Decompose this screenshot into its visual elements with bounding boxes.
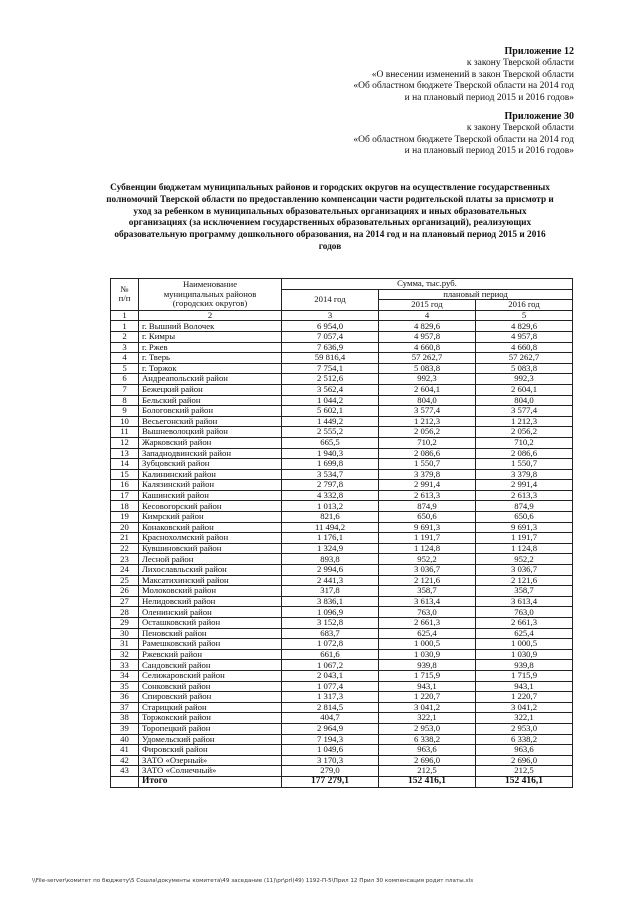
district-name: Торопецкий район: [139, 723, 282, 734]
value-2016: 1 220,7: [476, 692, 573, 703]
value-2015: 322,1: [379, 713, 476, 724]
table-row: [111, 639, 573, 650]
appendix-12-heading: Приложение 12: [504, 46, 574, 57]
row-number: 25: [111, 575, 139, 586]
value-2014: 1 096,9: [282, 607, 379, 618]
value-2016: 804,0: [476, 395, 573, 406]
value-2015: 1 000,5: [379, 639, 476, 650]
row-number: 3: [111, 342, 139, 353]
row-number: 14: [111, 459, 139, 470]
value-2014: 6 954,0: [282, 321, 379, 332]
table-row: [111, 406, 573, 417]
value-2015: 1 030,9: [379, 649, 476, 660]
row-number: 41: [111, 745, 139, 756]
value-2014: 3 152,8: [282, 618, 379, 629]
table-row: [111, 554, 573, 565]
value-2015: 4 660,8: [379, 342, 476, 353]
table-row: [111, 702, 573, 713]
value-2016: 3 613,4: [476, 596, 573, 607]
value-2015: 4 829,6: [379, 321, 476, 332]
value-2016: 1 191,7: [476, 533, 573, 544]
total-2015: 152 416,1: [379, 776, 476, 787]
value-2015: 939,8: [379, 660, 476, 671]
value-2015: 874,9: [379, 501, 476, 512]
row-number: 22: [111, 543, 139, 554]
row-number: 19: [111, 512, 139, 523]
district-name: Удомельский район: [139, 734, 282, 745]
value-2016: 6 338,2: [476, 734, 573, 745]
row-number: 30: [111, 628, 139, 639]
value-2016: 939,8: [476, 660, 573, 671]
district-name: Весьегонский район: [139, 416, 282, 427]
table-row: [111, 543, 573, 554]
value-2016: 3 577,4: [476, 406, 573, 417]
value-2016: 963,6: [476, 745, 573, 756]
value-2014: 2 964,9: [282, 723, 379, 734]
value-2016: 2 604,1: [476, 384, 573, 395]
value-2014: 1 176,1: [282, 533, 379, 544]
row-number: 24: [111, 565, 139, 576]
table-row: [111, 692, 573, 703]
district-name: Краснохолмский район: [139, 533, 282, 544]
value-2016: 358,7: [476, 586, 573, 597]
district-name: Жарковский район: [139, 437, 282, 448]
value-2016: 874,9: [476, 501, 573, 512]
district-name: Бежецкий район: [139, 384, 282, 395]
table-row: [111, 321, 573, 332]
value-2014: 1 067,2: [282, 660, 379, 671]
table-row: [111, 416, 573, 427]
value-2015: 3 041,2: [379, 702, 476, 713]
value-2014: 2 043,1: [282, 670, 379, 681]
value-2016: 4 660,8: [476, 342, 573, 353]
table-row: [111, 713, 573, 724]
district-name: Кимрский район: [139, 512, 282, 523]
table-row: [111, 437, 573, 448]
value-2015: 763,0: [379, 607, 476, 618]
row-number: 8: [111, 395, 139, 406]
table-row: [111, 342, 573, 353]
district-name: Лесной район: [139, 554, 282, 565]
value-2015: 1 191,7: [379, 533, 476, 544]
district-name: Оленинский район: [139, 607, 282, 618]
value-2014: 1 072,8: [282, 639, 379, 650]
title-line: образовательную программу дошкольного образования, на 2014 год и на плановый период 2015 и 2016: [114, 230, 546, 241]
district-name: Лихославльский район: [139, 565, 282, 576]
district-name: Молоковский район: [139, 586, 282, 597]
value-2016: 4 829,6: [476, 321, 573, 332]
row-number: 18: [111, 501, 139, 512]
district-name: Старицкий район: [139, 702, 282, 713]
row-number: 21: [111, 533, 139, 544]
column-number: 4: [379, 310, 476, 321]
district-name: Сонковский район: [139, 681, 282, 692]
table-row: [111, 427, 573, 438]
value-2015: 2 086,6: [379, 448, 476, 459]
table-row: [111, 628, 573, 639]
row-number: 33: [111, 660, 139, 671]
value-2016: 2 086,6: [476, 448, 573, 459]
value-2016: 625,4: [476, 628, 573, 639]
value-2015: 1 715,9: [379, 670, 476, 681]
value-2015: 804,0: [379, 395, 476, 406]
row-number: 39: [111, 723, 139, 734]
table-row: [111, 490, 573, 501]
row-number: 27: [111, 596, 139, 607]
district-name: Торжокский район: [139, 713, 282, 724]
row-number: 40: [111, 734, 139, 745]
district-name: Спировский район: [139, 692, 282, 703]
value-2015: 2 121,6: [379, 575, 476, 586]
header-name: Наименование муниципальных районов (городских округов): [139, 279, 282, 311]
district-name: Конаковский район: [139, 522, 282, 533]
column-number: 1: [111, 310, 139, 321]
title-line: полномочий Тверской области по предоставлению компенсации части родительской платы за присмотр и: [106, 194, 554, 205]
total-row: [111, 776, 573, 787]
row-number: 34: [111, 670, 139, 681]
table-row: [111, 660, 573, 671]
value-2015: 992,3: [379, 374, 476, 385]
district-name: Кесовогорский район: [139, 501, 282, 512]
value-2016: 3 041,2: [476, 702, 573, 713]
row-number: 35: [111, 681, 139, 692]
value-2016: 992,3: [476, 374, 573, 385]
value-2014: 279,0: [282, 766, 379, 777]
row-number: 28: [111, 607, 139, 618]
row-number: 17: [111, 490, 139, 501]
value-2015: 57 262,7: [379, 353, 476, 364]
value-2016: 1 000,5: [476, 639, 573, 650]
table-row: [111, 745, 573, 756]
district-name: ЗАТО «Солнечный»: [139, 766, 282, 777]
district-name: Калязинский район: [139, 480, 282, 491]
value-2016: 9 691,3: [476, 522, 573, 533]
district-name: г. Тверь: [139, 353, 282, 364]
value-2014: 3 562,4: [282, 384, 379, 395]
value-2016: 3 379,8: [476, 469, 573, 480]
row-number: 12: [111, 437, 139, 448]
value-2016: 763,0: [476, 607, 573, 618]
row-number: 15: [111, 469, 139, 480]
district-name: Ржевский район: [139, 649, 282, 660]
value-2015: 1 220,7: [379, 692, 476, 703]
appendix-12-line: «Об областном бюджете Тверской области на 2014 год: [353, 81, 574, 92]
total-label: Итого: [139, 776, 282, 787]
table-row: [111, 649, 573, 660]
value-2015: 650,6: [379, 512, 476, 523]
value-2015: 3 577,4: [379, 406, 476, 417]
table-row: [111, 766, 573, 777]
total-2014: 177 279,1: [282, 776, 379, 787]
district-name: Бологовский район: [139, 406, 282, 417]
row-number: 38: [111, 713, 139, 724]
value-2014: 893,8: [282, 554, 379, 565]
header-planned-period: плановый период: [379, 289, 573, 300]
value-2016: 2 991,4: [476, 480, 573, 491]
row-number: 7: [111, 384, 139, 395]
row-number: 13: [111, 448, 139, 459]
value-2015: 1 124,8: [379, 543, 476, 554]
table-row: [111, 607, 573, 618]
table-row: [111, 331, 573, 342]
header-number: № п/п: [111, 279, 139, 311]
header-2015: 2015 год: [379, 300, 476, 311]
value-2015: 3 379,8: [379, 469, 476, 480]
district-name: Кувшиновский район: [139, 543, 282, 554]
value-2014: 1 317,3: [282, 692, 379, 703]
district-name: Пеновский район: [139, 628, 282, 639]
value-2016: 322,1: [476, 713, 573, 724]
district-name: Андреапольский район: [139, 374, 282, 385]
appendix-12-block: [353, 46, 574, 105]
value-2015: 2 604,1: [379, 384, 476, 395]
table-row: [111, 670, 573, 681]
appendix-30-line: и на плановый период 2015 и 2016 годов»: [404, 146, 574, 157]
value-2014: 317,8: [282, 586, 379, 597]
value-2016: 1 030,9: [476, 649, 573, 660]
value-2015: 3 036,7: [379, 565, 476, 576]
value-2014: 59 816,4: [282, 353, 379, 364]
row-number: 29: [111, 618, 139, 629]
value-2016: 2 696,0: [476, 755, 573, 766]
value-2014: 2 512,6: [282, 374, 379, 385]
value-2014: 1 044,2: [282, 395, 379, 406]
value-2016: 4 957,8: [476, 331, 573, 342]
value-2014: 1 324,9: [282, 543, 379, 554]
value-2016: 3 036,7: [476, 565, 573, 576]
row-number: 2: [111, 331, 139, 342]
table-row: [111, 374, 573, 385]
row-number: 6: [111, 374, 139, 385]
row-number: 16: [111, 480, 139, 491]
title-line: организациях (за исключением государственных образовательных организаций), реализующих: [128, 218, 532, 229]
value-2014: 2 555,2: [282, 427, 379, 438]
appendix-30-block: [353, 111, 574, 158]
value-2015: 2 696,0: [379, 755, 476, 766]
row-number: 43: [111, 766, 139, 777]
value-2015: 710,2: [379, 437, 476, 448]
value-2014: 821,6: [282, 512, 379, 523]
value-2014: 4 332,8: [282, 490, 379, 501]
appendix-12-line: и на плановый период 2015 и 2016 годов»: [404, 93, 574, 104]
table-row: [111, 618, 573, 629]
appendix-30-line: к закону Тверской области: [466, 122, 574, 133]
value-2014: 2 994,6: [282, 565, 379, 576]
value-2016: 1 550,7: [476, 459, 573, 470]
table-row: [111, 512, 573, 523]
table-row: [111, 448, 573, 459]
column-number: 2: [139, 310, 282, 321]
value-2015: 4 957,8: [379, 331, 476, 342]
value-2015: 963,6: [379, 745, 476, 756]
table-row: [111, 734, 573, 745]
total-empty-cell: [111, 776, 139, 787]
value-2014: 665,5: [282, 437, 379, 448]
value-2016: 1 715,9: [476, 670, 573, 681]
file-path-footer: \\File-server\комитет по бюджету\5 Сошла\документы комитета\49 заседание (11)\pr\prl(49) 1192-П-5\Прил 12 Прил 30 компенсация родит платы.xls: [32, 878, 474, 884]
district-name: Максатихинский район: [139, 575, 282, 586]
value-2014: 5 602,1: [282, 406, 379, 417]
row-number: 20: [111, 522, 139, 533]
district-name: г. Торжок: [139, 363, 282, 374]
district-name: Зубцовский район: [139, 459, 282, 470]
column-number: 5: [476, 310, 573, 321]
table-row: [111, 353, 573, 364]
value-2014: 2 814,5: [282, 702, 379, 713]
table-row: [111, 723, 573, 734]
value-2015: 2 661,3: [379, 618, 476, 629]
appendix-30-line: «Об областном бюджете Тверской области на 2014 год: [353, 134, 574, 145]
value-2014: 3 534,7: [282, 469, 379, 480]
district-name: Кашинский район: [139, 490, 282, 501]
value-2016: 650,6: [476, 512, 573, 523]
district-name: г. Ржев: [139, 342, 282, 353]
value-2016: 2 953,0: [476, 723, 573, 734]
appendix-12-line: к закону Тверской области: [466, 57, 574, 68]
district-name: ЗАТО «Озерный»: [139, 755, 282, 766]
value-2014: 2 441,3: [282, 575, 379, 586]
table-row: [111, 522, 573, 533]
value-2016: 1 212,3: [476, 416, 573, 427]
table-row: [111, 575, 573, 586]
row-number: 1: [111, 321, 139, 332]
value-2015: 625,4: [379, 628, 476, 639]
district-name: Нелидовский район: [139, 596, 282, 607]
district-name: Сандовский район: [139, 660, 282, 671]
row-number: 42: [111, 755, 139, 766]
row-number: 32: [111, 649, 139, 660]
value-2014: 404,7: [282, 713, 379, 724]
table-row: [111, 533, 573, 544]
row-number: 23: [111, 554, 139, 565]
value-2016: 57 262,7: [476, 353, 573, 364]
value-2016: 1 124,8: [476, 543, 573, 554]
value-2014: 11 494,2: [282, 522, 379, 533]
value-2016: 2 661,3: [476, 618, 573, 629]
value-2015: 9 691,3: [379, 522, 476, 533]
value-2015: 2 991,4: [379, 480, 476, 491]
value-2015: 943,1: [379, 681, 476, 692]
table-row: [111, 363, 573, 374]
value-2016: 2 121,6: [476, 575, 573, 586]
district-name: Рамешковский район: [139, 639, 282, 650]
total-2016: 152 416,1: [476, 776, 573, 787]
district-name: г. Кимры: [139, 331, 282, 342]
value-2015: 3 613,4: [379, 596, 476, 607]
value-2014: 7 754,1: [282, 363, 379, 374]
table-row: [111, 501, 573, 512]
district-name: Калининский район: [139, 469, 282, 480]
appendix-30-heading: Приложение 30: [504, 111, 574, 122]
value-2016: 2 056,2: [476, 427, 573, 438]
row-number: 37: [111, 702, 139, 713]
value-2015: 358,7: [379, 586, 476, 597]
district-name: Селижаровский район: [139, 670, 282, 681]
district-name: Западнодвинский район: [139, 448, 282, 459]
title-line: уход за ребенком в муниципальных образовательных организациях и иных образовательных: [133, 206, 527, 217]
district-name: Вышневолоцкий район: [139, 427, 282, 438]
row-number: 31: [111, 639, 139, 650]
value-2016: 710,2: [476, 437, 573, 448]
district-name: Бельский район: [139, 395, 282, 406]
row-number: 4: [111, 353, 139, 364]
row-number: 10: [111, 416, 139, 427]
value-2015: 2 056,2: [379, 427, 476, 438]
value-2014: 1 013,2: [282, 501, 379, 512]
header-2014: 2014 год: [282, 289, 379, 310]
value-2014: 3 170,3: [282, 755, 379, 766]
value-2015: 2 613,3: [379, 490, 476, 501]
value-2015: 2 953,0: [379, 723, 476, 734]
value-2014: 683,7: [282, 628, 379, 639]
value-2014: 1 049,6: [282, 745, 379, 756]
value-2015: 952,2: [379, 554, 476, 565]
row-number: 11: [111, 427, 139, 438]
title-line: Субвенции бюджетам муниципальных районов и городских округов на осуществление государственных: [110, 183, 550, 193]
table-row: [111, 586, 573, 597]
row-number: 36: [111, 692, 139, 703]
document-title: [100, 183, 560, 254]
value-2014: 1 940,3: [282, 448, 379, 459]
table-row: [111, 596, 573, 607]
value-2014: 3 836,1: [282, 596, 379, 607]
column-number: 3: [282, 310, 379, 321]
value-2014: 661,6: [282, 649, 379, 660]
value-2016: 2 613,3: [476, 490, 573, 501]
table-body: [111, 321, 573, 777]
value-2014: 7 194,3: [282, 734, 379, 745]
table-row: [111, 459, 573, 470]
district-name: Осташковский район: [139, 618, 282, 629]
table-row: [111, 565, 573, 576]
value-2016: 952,2: [476, 554, 573, 565]
table-row: [111, 469, 573, 480]
row-number: 5: [111, 363, 139, 374]
table-row: [111, 384, 573, 395]
header-2016: 2016 год: [476, 300, 573, 311]
header-sum: Сумма, тыс.руб.: [282, 279, 573, 290]
value-2015: 212,5: [379, 766, 476, 777]
value-2015: 1 550,7: [379, 459, 476, 470]
title-line: годов: [318, 241, 342, 252]
table-row: [111, 395, 573, 406]
value-2014: 1 077,4: [282, 681, 379, 692]
value-2016: 212,5: [476, 766, 573, 777]
district-name: г. Вышний Волочек: [139, 321, 282, 332]
row-number: 9: [111, 406, 139, 417]
value-2016: 5 083,8: [476, 363, 573, 374]
value-2016: 943,1: [476, 681, 573, 692]
district-name: Фировский район: [139, 745, 282, 756]
value-2014: 1 449,2: [282, 416, 379, 427]
appendix-12-line: «О внесении изменений в закон Тверской области: [371, 69, 574, 80]
table-row: [111, 681, 573, 692]
value-2015: 6 338,2: [379, 734, 476, 745]
subsidy-table: [110, 278, 573, 788]
value-2015: 5 083,8: [379, 363, 476, 374]
value-2014: 7 636,9: [282, 342, 379, 353]
row-number: 26: [111, 586, 139, 597]
value-2015: 1 212,3: [379, 416, 476, 427]
value-2014: 7 057,4: [282, 331, 379, 342]
value-2014: 2 797,8: [282, 480, 379, 491]
table-row: [111, 755, 573, 766]
table-row: [111, 480, 573, 491]
value-2014: 1 699,8: [282, 459, 379, 470]
